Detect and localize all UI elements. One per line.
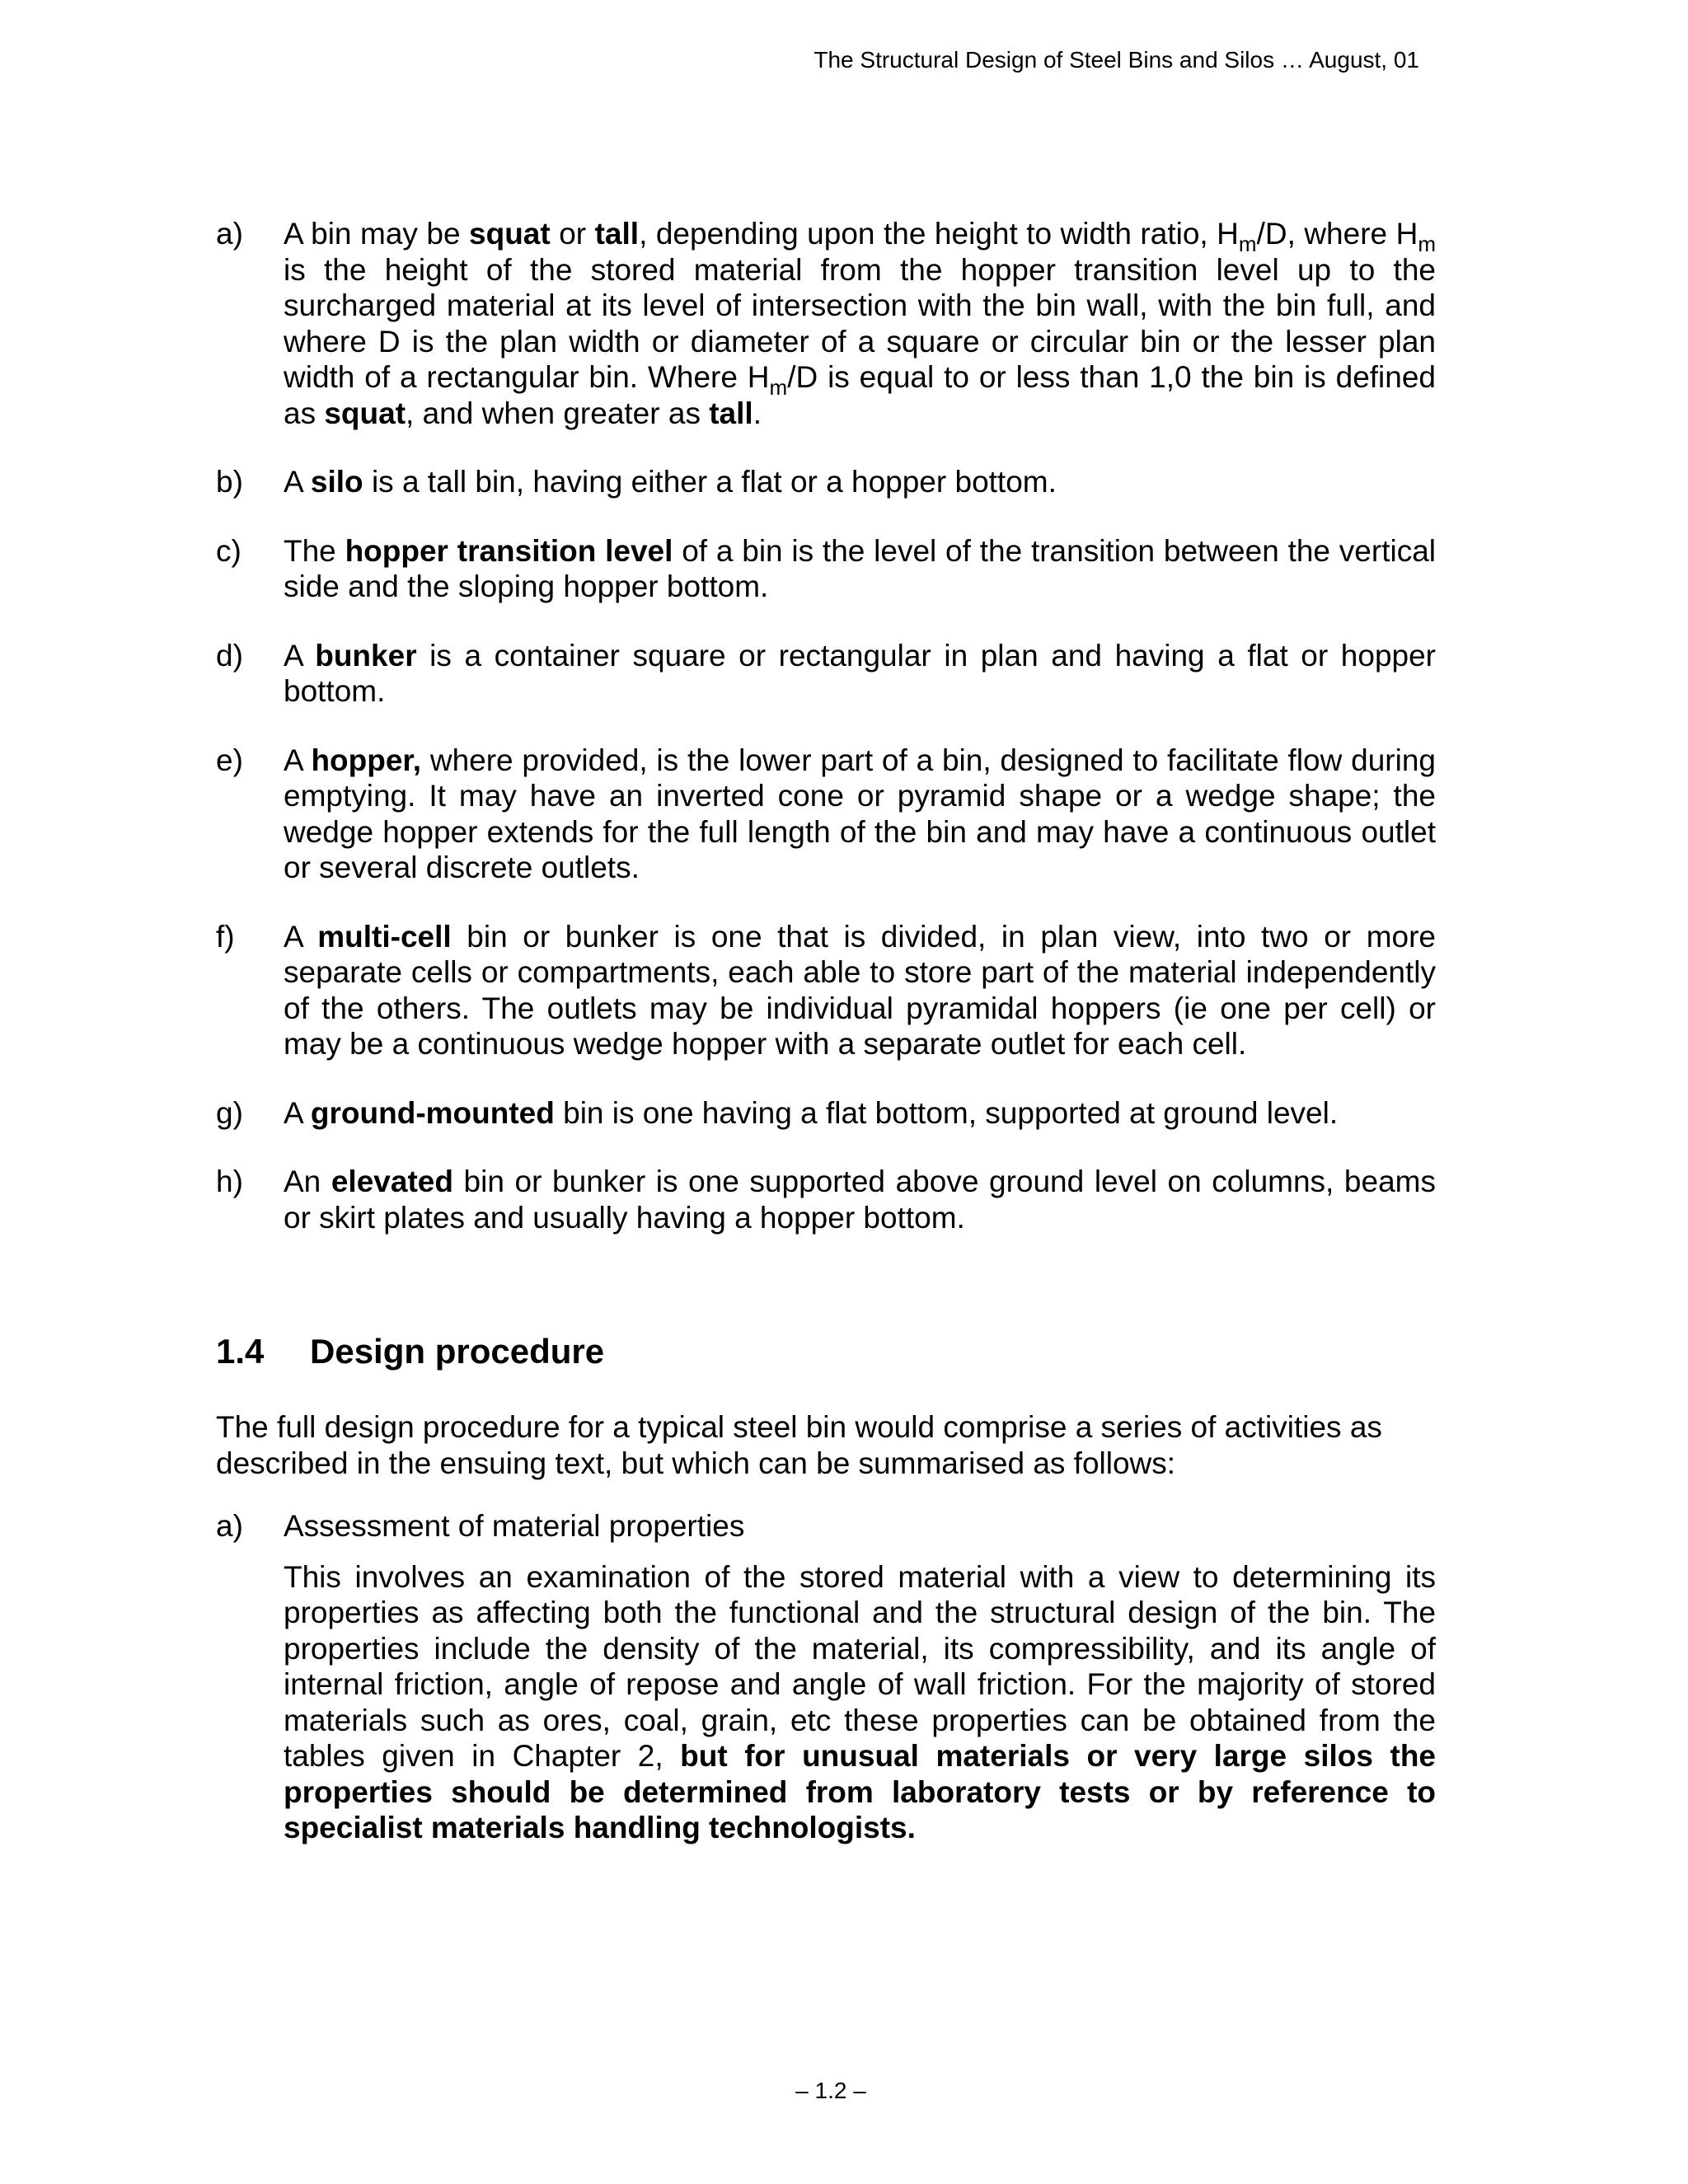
section-intro-paragraph: The full design procedure for a typical steel bin would comprise a series of activities as described in the ensuing text, but which can be summarised as follows: (216, 1410, 1382, 1480)
item-letter: b) (216, 465, 243, 499)
subscript: m (1418, 232, 1436, 256)
term-tall: tall (594, 217, 640, 251)
text-run: An (284, 1165, 331, 1198)
definition-text (284, 1164, 1436, 1235)
text-run: is a tall bin, having either a flat or a hopper bottom. (363, 465, 1057, 499)
definition-item-b (216, 464, 1436, 500)
term-hopper-transition-level: hopper transition level (345, 533, 673, 568)
definition-text (284, 533, 1436, 605)
text-run: bin is one having a flat bottom, supported at ground level. (554, 1095, 1339, 1130)
text-run: /D, where H (1256, 217, 1418, 251)
text-run: A (284, 638, 316, 673)
definition-text (284, 743, 1436, 886)
term-silo: silo (310, 465, 363, 499)
definition-text (284, 1095, 1436, 1132)
section-title: Design procedure (310, 1332, 605, 1371)
item-letter: e) (216, 743, 243, 777)
definition-text (284, 638, 1436, 710)
term-squat: squat (324, 396, 406, 430)
text-run: . (753, 396, 762, 430)
definition-item-h (216, 1164, 1436, 1235)
text-run: bin or bunker is one that is divided, in plan view, into two or more separate cells or compartments, each able to store part of the material independently of the others. The outlets may be individual pyramidal hoppers (ie one per cell) or may be a continuous wedge hopper with a separate outlet for each cell. (284, 919, 1436, 1061)
subscript: m (1238, 232, 1257, 256)
term-bunker: bunker (315, 638, 417, 673)
subscript: m (769, 375, 788, 400)
definition-text (284, 216, 1436, 431)
text-run: bin or bunker is one supported above ground level on columns, beams or skirt plates and usually having a hopper bottom. (284, 1165, 1436, 1235)
item-letter: a) (216, 1509, 243, 1543)
definition-item-d (216, 638, 1436, 710)
text-run: A (284, 465, 311, 499)
definition-item-f (216, 919, 1436, 1062)
term-multi-cell: multi-cell (317, 919, 452, 954)
item-letter: h) (216, 1165, 243, 1198)
term-elevated: elevated (331, 1165, 453, 1198)
text-run: is the height of the stored material from the hopper transition level up to the surcharged material at its level of intersection with the bin wall, with the bin full, and where D is the plan width or diameter of a square or circular bin or the lesser plan width of a rectangular bin. Where H (284, 252, 1436, 394)
definition-item-c (216, 533, 1436, 605)
page-number: – 1.2 – (795, 2078, 866, 2103)
text-run: /D is equal to or less than 1,0 the bin is defined as (284, 360, 1437, 430)
definition-text (284, 464, 1436, 500)
text-run: The (284, 533, 345, 568)
running-header: The Structural Design of Steel Bins and Silos … August, 01 (814, 47, 1419, 73)
term-ground-mounted: ground-mounted (310, 1095, 555, 1130)
procedure-item-title: Assessment of material properties (284, 1509, 745, 1543)
text-run: A (284, 1095, 311, 1130)
text-run: , depending upon the height to width ratio, H (639, 217, 1239, 251)
item-letter: g) (216, 1095, 243, 1130)
procedure-item-body (284, 1559, 1436, 1846)
definition-text (284, 919, 1436, 1062)
item-letter: a) (216, 217, 243, 251)
text-run: or (550, 217, 595, 251)
text-run: A (284, 919, 318, 954)
text-run: A bin may be (284, 217, 470, 251)
procedure-item-a (216, 1508, 1436, 1846)
section-number: 1.4 (216, 1332, 265, 1371)
procedure-list (216, 1508, 1436, 1846)
text-run: , and when greater as (406, 396, 710, 430)
text-run: where provided, is the lower part of a bin, designed to facilitate flow during emptying. It may have an inverted cone or pyramid shape or a wedge shape; the wedge hopper extends for the full length of the bin and may have a continuous outlet or several discrete outlets. (284, 743, 1436, 884)
item-letter: f) (216, 919, 235, 954)
text-run: is a container square or rectangular in plan and having a flat or hopper bottom. (284, 638, 1437, 708)
term-squat: squat (469, 217, 551, 251)
term-tall: tall (709, 396, 753, 430)
emphasis-text: but for unusual materials or very large silos the properties should be determined from laboratory tests or by reference to specialist materials handling technologists. (284, 1739, 1436, 1844)
definition-item-a (216, 216, 1436, 431)
definitions-list (216, 216, 1436, 1268)
text-run: A (284, 743, 312, 777)
definition-item-g (216, 1095, 1436, 1132)
text-run: of a bin is the level of the transition between the vertical side and the sloping hopper bottom. (284, 533, 1436, 603)
definition-item-e (216, 743, 1436, 886)
term-hopper: hopper, (311, 743, 422, 777)
section-heading (216, 1331, 604, 1372)
item-letter: d) (216, 638, 243, 673)
item-letter: c) (216, 533, 241, 568)
text-run: This involves an examination of the stored material with a view to determining its properties as affecting both the functional and the structural design of the bin. The properties include the density of the material, its compressibility, and its angle of internal friction, angle of repose and angle of wall friction. For the majority of stored materials such as ores, coal, grain, etc these properties can be obtained from the tables given in Chapter 2, (284, 1559, 1436, 1773)
